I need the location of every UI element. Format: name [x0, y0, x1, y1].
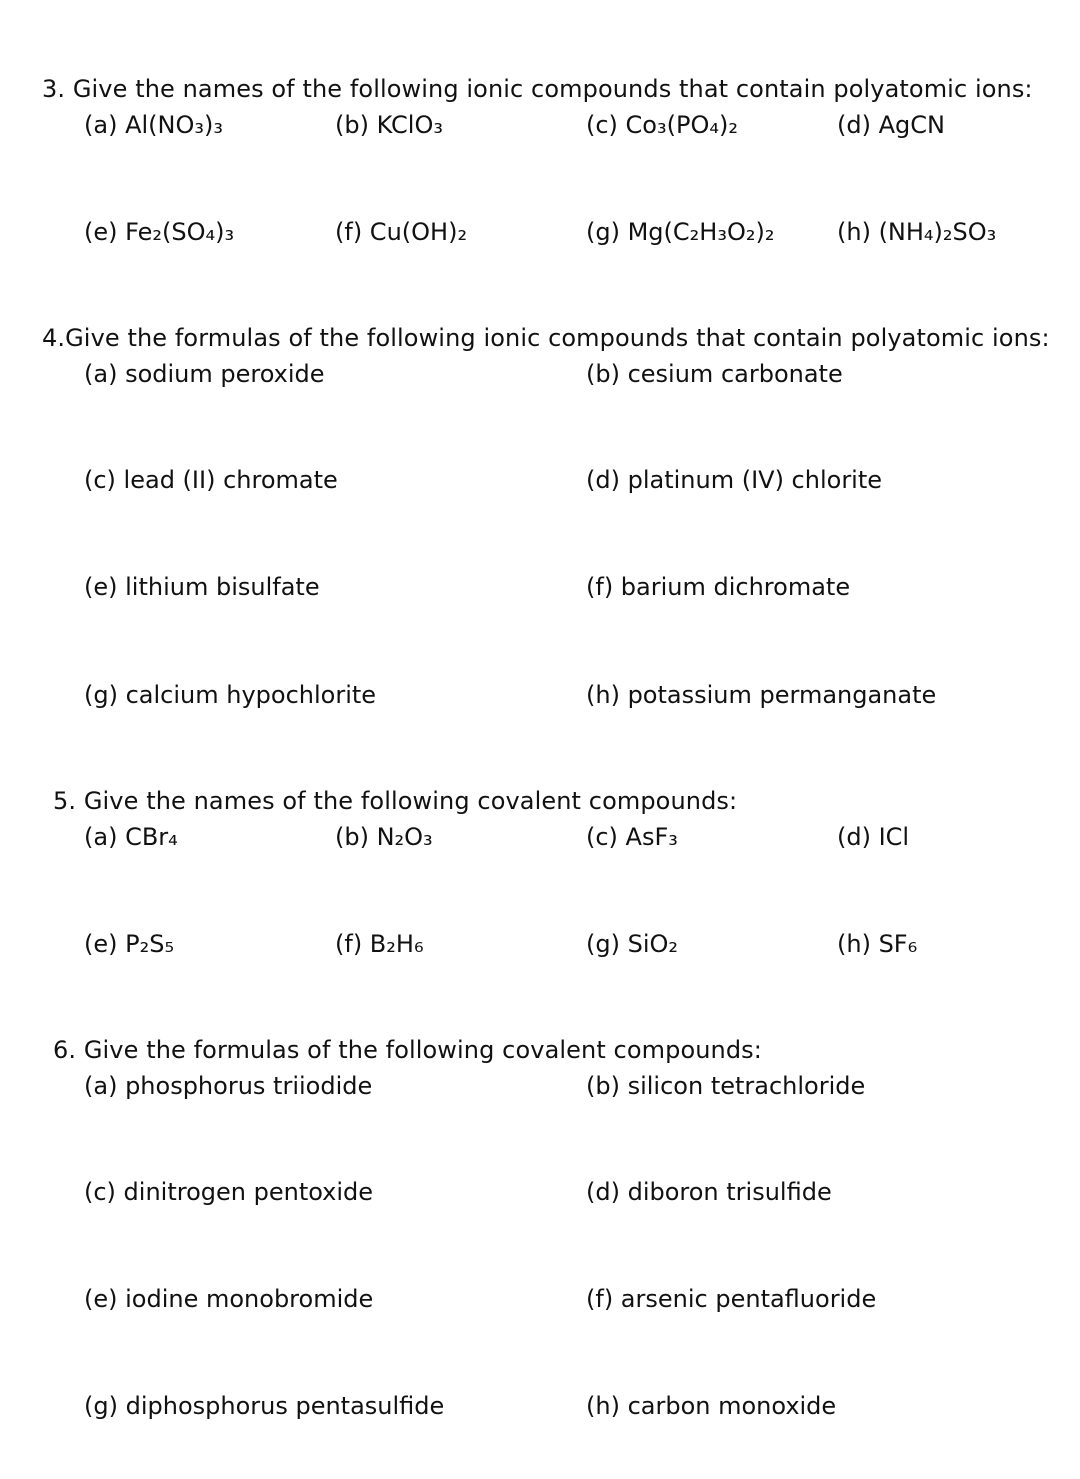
q3-item-b: (b) KClO₃ — [335, 111, 443, 139]
q5-item-e: (e) P₂S₅ — [84, 930, 175, 958]
q6-item-e: (e) iodine monobromide — [84, 1285, 374, 1313]
q4-heading: 4.Give the formulas of the following ionic compounds that contain polyatomic ions: — [42, 324, 1050, 352]
q3-item-h: (h) (NH₄)₂SO₃ — [837, 218, 997, 246]
q4-item-c: (c) lead (II) chromate — [84, 466, 338, 494]
q6-item-c: (c) dinitrogen pentoxide — [84, 1178, 374, 1206]
q6-item-a: (a) phosphorus triiodide — [84, 1072, 373, 1100]
q5-item-a: (a) CBr₄ — [84, 823, 178, 851]
q4-item-h: (h) potassium permanganate — [586, 681, 937, 709]
q4-item-g: (g) calcium hypochlorite — [84, 681, 377, 709]
q3-item-d: (d) AgCN — [837, 111, 945, 139]
q3-item-c: (c) Co₃(PO₄)₂ — [586, 111, 738, 139]
q6-item-d: (d) diboron trisulfide — [586, 1178, 832, 1206]
q4-item-d: (d) platinum (IV) chlorite — [586, 466, 883, 494]
q4-item-a: (a) sodium peroxide — [84, 360, 325, 388]
q5-item-g: (g) SiO₂ — [586, 930, 679, 958]
q4-item-e: (e) lithium bisulfate — [84, 573, 320, 601]
q4-item-f: (f) barium dichromate — [586, 573, 851, 601]
q6-item-h: (h) carbon monoxide — [586, 1392, 837, 1420]
q5-item-c: (c) AsF₃ — [586, 823, 678, 851]
q5-heading: 5. Give the names of the following covalent compounds: — [53, 787, 738, 815]
q3-heading: 3. Give the names of the following ionic compounds that contain polyatomic ions: — [42, 75, 1033, 103]
q6-item-f: (f) arsenic pentafluoride — [586, 1285, 877, 1313]
q4-item-b: (b) cesium carbonate — [586, 360, 843, 388]
q6-heading: 6. Give the formulas of the following covalent compounds: — [53, 1036, 762, 1064]
q6-item-b: (b) silicon tetrachloride — [586, 1072, 866, 1100]
q3-item-g: (g) Mg(C₂H₃O₂)₂ — [586, 218, 775, 246]
q5-item-h: (h) SF₆ — [837, 930, 918, 958]
q3-item-a: (a) Al(NO₃)₃ — [84, 111, 223, 139]
q5-item-d: (d) ICl — [837, 823, 910, 851]
q3-item-e: (e) Fe₂(SO₄)₃ — [84, 218, 235, 246]
q5-item-f: (f) B₂H₆ — [335, 930, 424, 958]
q3-item-f: (f) Cu(OH)₂ — [335, 218, 468, 246]
q6-item-g: (g) diphosphorus pentasulfide — [84, 1392, 445, 1420]
q5-item-b: (b) N₂O₃ — [335, 823, 433, 851]
